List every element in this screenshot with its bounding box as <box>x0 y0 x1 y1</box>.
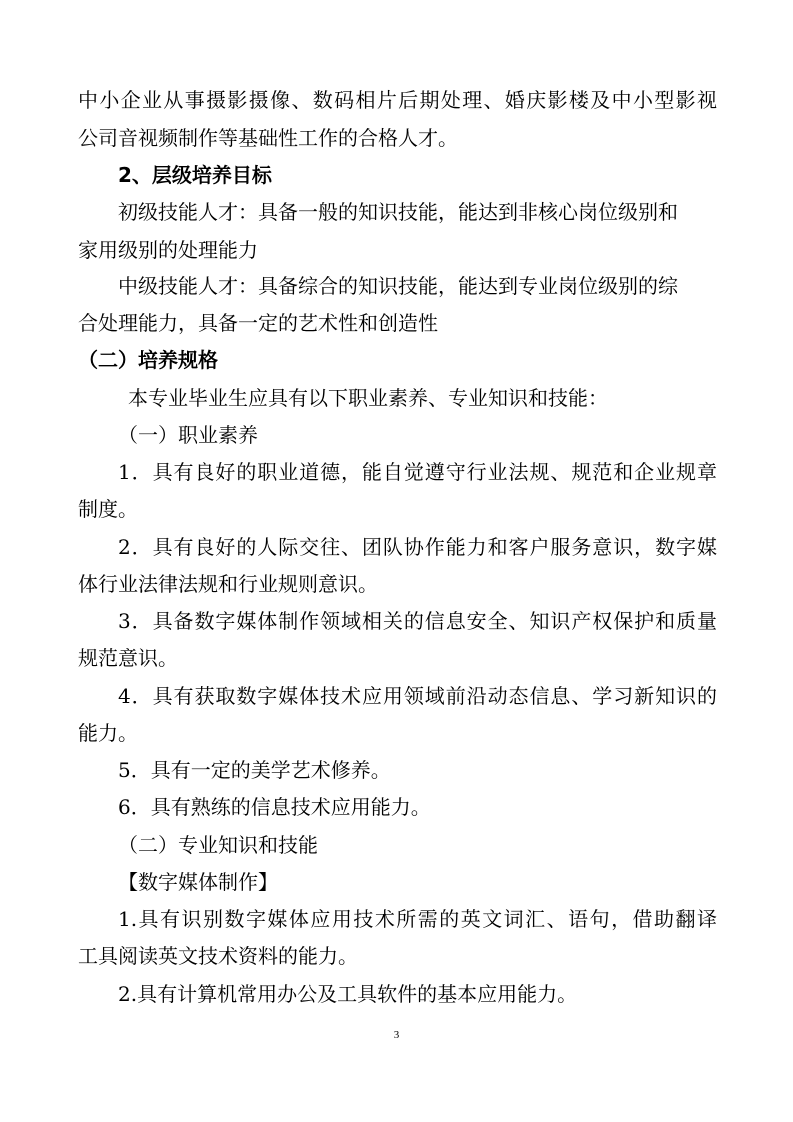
section-heading-training-specs: （二）培养规格 <box>78 348 218 372</box>
page-number: 3 <box>393 1029 400 1041</box>
list-item-1-line-1: 1．具有良好的职业道德，能自觉遵守行业法规、规范和企业规章 <box>118 460 717 484</box>
list-item-4-line-2: 能力。 <box>78 721 138 745</box>
section-heading-level-goals: 2、层级培养目标 <box>118 163 272 187</box>
paragraph-line-5: 中级技能人才：具备综合的知识技能，能达到专业岗位级别的综 <box>118 274 678 298</box>
list-item-4-line-1: 4．具有获取数字媒体技术应用领域前沿动态信息、学习新知识的 <box>118 684 717 708</box>
list-item-2-line-2: 体行业法律法规和行业规则意识。 <box>78 572 378 596</box>
list-item-2-line-1: 2．具有良好的人际交往、团队协作能力和客户服务意识，数字媒 <box>118 535 717 559</box>
skill-item-2: 2.具有计算机常用办公及工具软件的基本应用能力。 <box>118 982 578 1006</box>
paragraph-line-6: 合处理能力，具备一定的艺术性和创造性 <box>78 311 438 335</box>
skill-item-1-line-1: 1.具有识别数字媒体应用技术所需的英文词汇、语句，借助翻译 <box>118 907 717 931</box>
list-item-3-line-1: 3．具备数字媒体制作领域相关的信息安全、知识产权保护和质量 <box>118 609 717 633</box>
skill-item-1-line-2: 工具阅读英文技术资料的能力。 <box>78 944 358 968</box>
list-item-6: 6．具有熟练的信息技术应用能力。 <box>118 795 431 819</box>
paragraph-line-1: 中小企业从事摄影摄像、数码相片后期处理、婚庆影楼及中小型影视 <box>78 88 717 112</box>
list-item-3-line-2: 规范意识。 <box>78 646 178 670</box>
paragraph-line-2: 公司音视频制作等基础性工作的合格人才。 <box>78 126 458 150</box>
paragraph-line-3: 初级技能人才：具备一般的知识技能，能达到非核心岗位级别和 <box>118 200 678 224</box>
list-item-1-line-2: 制度。 <box>78 497 138 521</box>
paragraph-line-4: 家用级别的处理能力 <box>78 238 258 262</box>
paragraph-line-7: 本专业毕业生应具有以下职业素养、专业知识和技能： <box>128 386 608 410</box>
subsection-heading-professional-quality: （一）职业素养 <box>118 423 258 447</box>
category-heading-digital-media: 【数字媒体制作】 <box>118 870 278 894</box>
list-item-5: 5．具有一定的美学艺术修养。 <box>118 758 391 782</box>
subsection-heading-knowledge-skills: （二）专业知识和技能 <box>118 833 318 857</box>
